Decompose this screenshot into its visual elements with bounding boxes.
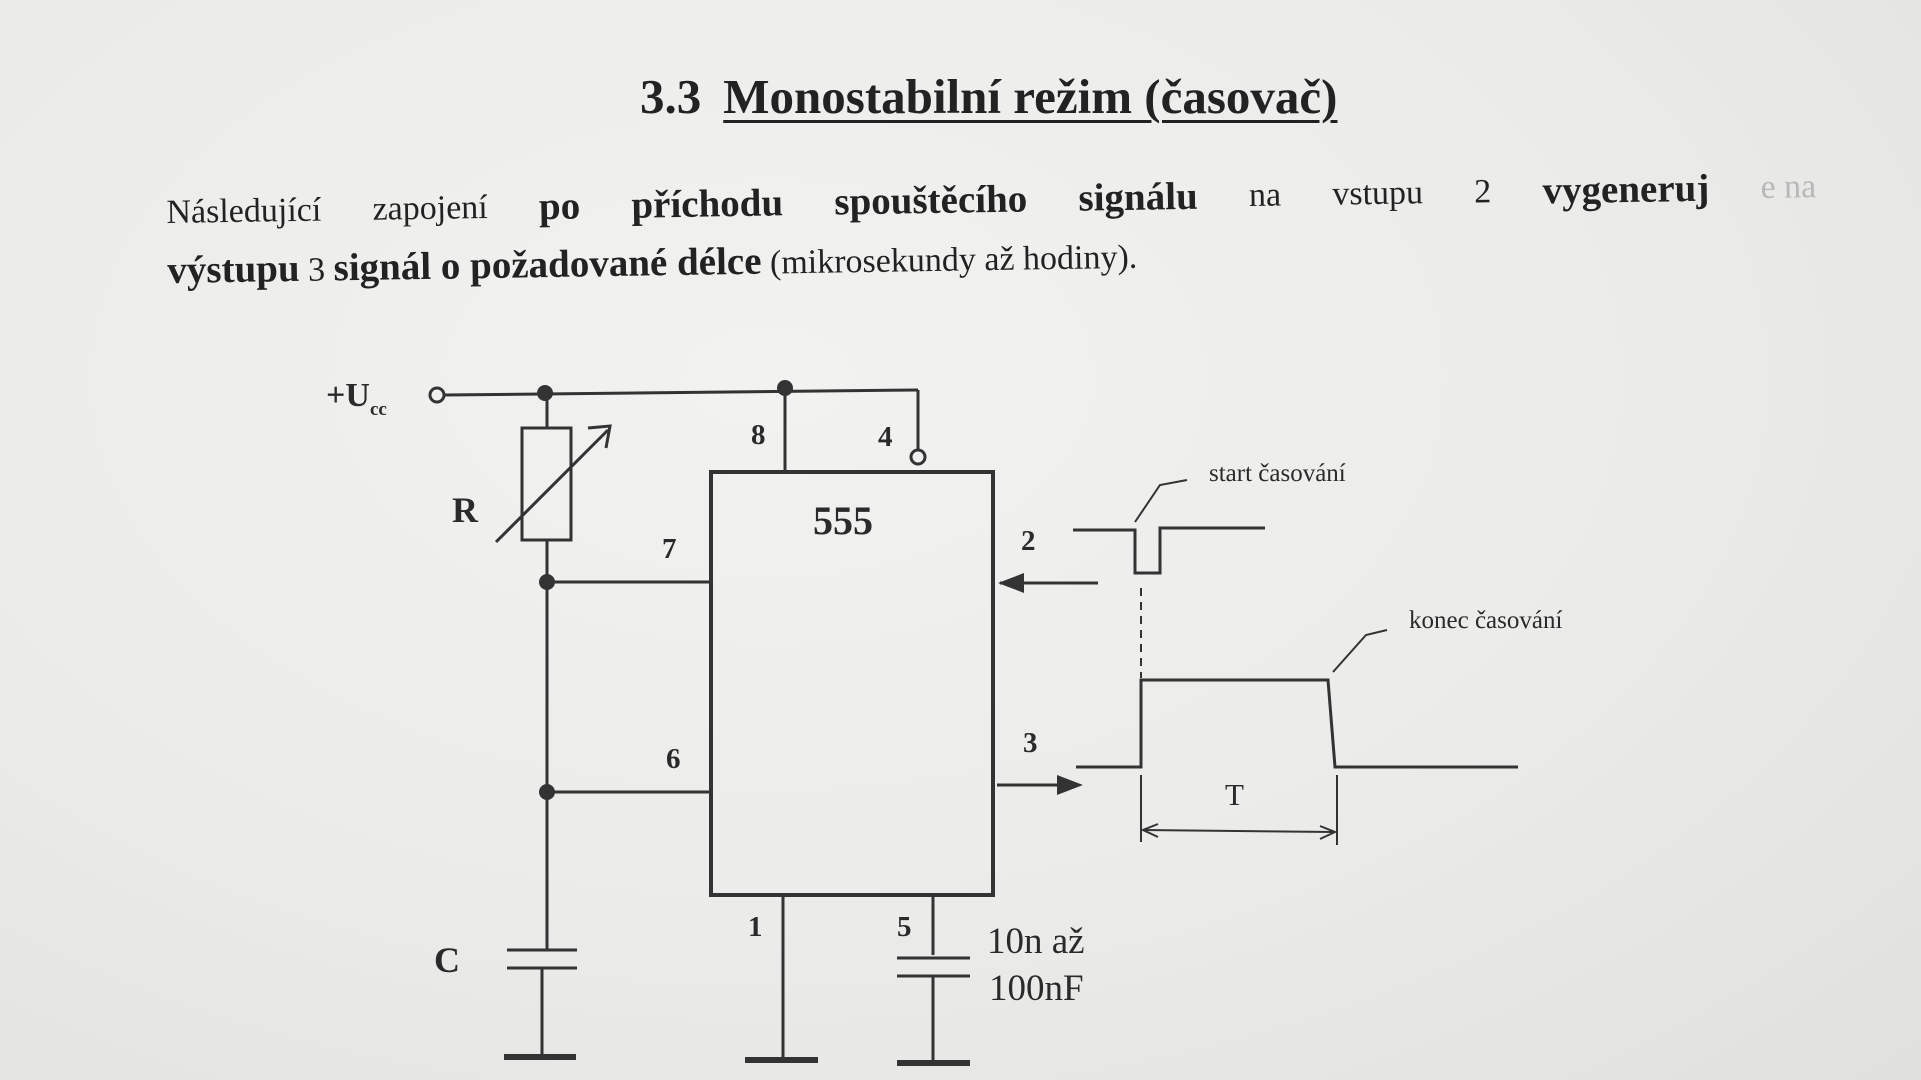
period-label: T — [1225, 777, 1244, 812]
pin4-inversion-bubble — [911, 450, 925, 464]
pin-label-5: 5 — [897, 911, 912, 943]
junction-dot — [539, 784, 555, 800]
pin-label-4: 4 — [878, 421, 893, 453]
capacitor-pin5-value-line2: 100nF — [989, 968, 1084, 1009]
supply-rail — [444, 390, 918, 395]
output-pulse-waveform — [1076, 680, 1518, 767]
ic-label: 555 — [813, 498, 873, 543]
pin3-output-arrowhead — [1057, 775, 1083, 795]
paragraph-word: 2 — [1473, 173, 1492, 211]
paragraph-word: na — [1248, 176, 1282, 214]
junction-dot — [537, 385, 553, 401]
section-number: 3.3 — [640, 69, 702, 124]
supply-label: $+U_{cc}$ — [326, 377, 387, 420]
pin2-input-arrowhead — [998, 573, 1024, 593]
paragraph-word: zapojení — [372, 188, 488, 228]
variable-resistor — [522, 428, 571, 540]
junction-dot — [539, 574, 555, 590]
pin-label-2: 2 — [1021, 525, 1036, 557]
paragraph-word: Následující — [166, 191, 322, 231]
paragraph-word: vstupu — [1332, 174, 1424, 213]
supply-terminal — [430, 388, 444, 402]
resistor-label: R — [452, 490, 478, 530]
capacitor-pin5-value-line1: 10n až — [987, 921, 1085, 962]
capacitor-label: C — [434, 940, 460, 980]
pin-label-8: 8 — [751, 419, 766, 451]
paragraph-word: e na — [1760, 168, 1817, 206]
period-dimension-line — [1143, 830, 1335, 832]
resistor-adjust-arrow — [496, 430, 608, 542]
paragraph-word: spouštěcího — [834, 177, 1028, 224]
trigger-note: start časování — [1209, 460, 1346, 487]
end-note: konec časování — [1409, 607, 1563, 634]
junction-dot — [777, 380, 793, 396]
paragraph-word: (mikrosekundy až hodiny). — [761, 238, 1138, 282]
paragraph-word: po — [538, 184, 581, 229]
end-note-leader — [1333, 630, 1387, 672]
paragraph-word: výstupu — [167, 246, 300, 292]
pin-label-7: 7 — [662, 533, 677, 565]
pin-label-6: 6 — [666, 743, 681, 775]
pin-label-1: 1 — [748, 911, 763, 943]
pin-label-3: 3 — [1023, 727, 1038, 759]
trigger-note-leader — [1135, 480, 1187, 522]
paragraph-word: signálu — [1078, 174, 1199, 220]
paragraph-word: příchodu — [631, 181, 784, 227]
paragraph-word: vygeneruj — [1542, 166, 1710, 213]
trigger-pulse-waveform — [1073, 528, 1265, 573]
section-title: Monostabilní režim (časovač) — [723, 69, 1338, 124]
paragraph-word: 3 — [299, 251, 334, 289]
paragraph-word: signál o požadované délce — [333, 239, 762, 290]
